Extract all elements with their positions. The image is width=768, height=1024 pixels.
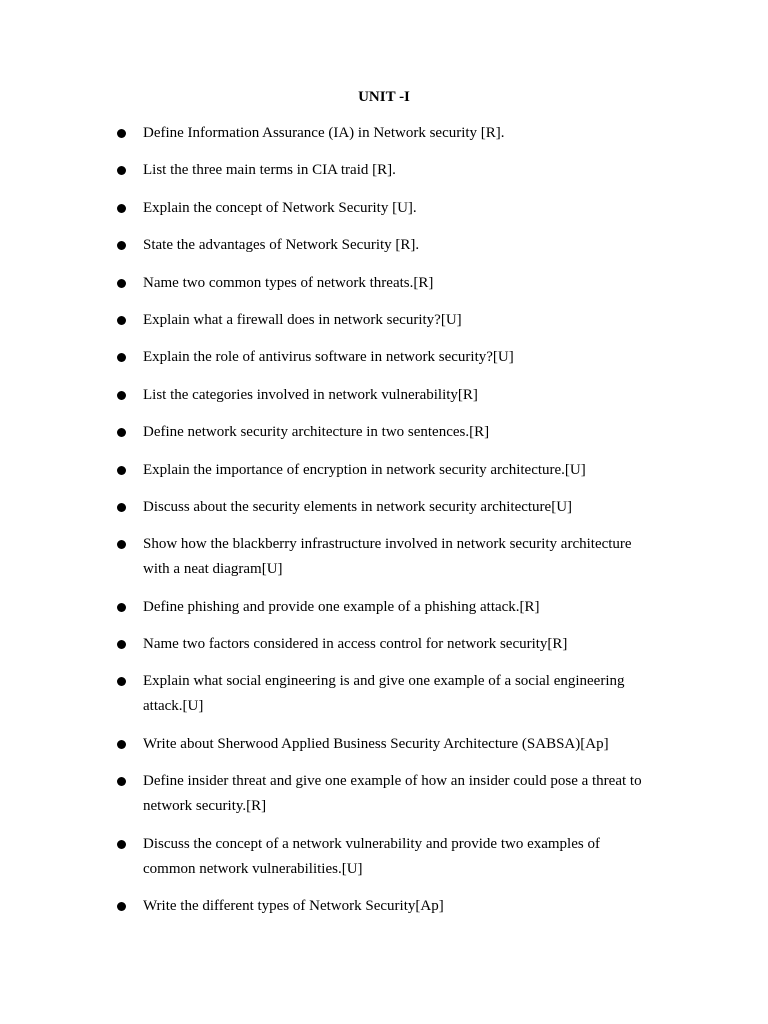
question-text: List the categories involved in network vulnerability[R] [143, 386, 478, 403]
question-item [0, 669, 653, 719]
bullet-icon [117, 603, 126, 612]
question-item [0, 832, 653, 882]
question-item [0, 196, 653, 221]
question-text: Explain what a firewall does in network security?[U] [143, 311, 462, 328]
bullet-icon [117, 166, 126, 175]
question-item [0, 595, 653, 620]
bullet-icon [117, 204, 126, 213]
question-item [0, 345, 653, 370]
bullet-icon [117, 503, 126, 512]
question-item [0, 158, 653, 183]
bullet-icon [117, 428, 126, 437]
bullet-icon [117, 129, 126, 138]
bullet-icon [117, 640, 126, 649]
bullet-icon [117, 391, 126, 400]
bullet-icon [117, 279, 126, 288]
bullet-icon [117, 540, 126, 549]
question-text: Define phishing and provide one example of a phishing attack.[R] [143, 598, 540, 615]
question-item [0, 308, 653, 333]
question-text: Explain the concept of Network Security [U]. [143, 199, 417, 216]
bullet-icon [117, 740, 126, 749]
question-item [0, 732, 653, 757]
question-item [0, 632, 653, 657]
bullet-icon [117, 466, 126, 475]
question-text: Explain the importance of encryption in network security architecture.[U] [143, 461, 586, 478]
question-text: Write about Sherwood Applied Business Security Architecture (SABSA)[Ap] [143, 735, 609, 752]
question-item [0, 532, 653, 582]
question-text: Define network security architecture in two sentences.[R] [143, 424, 490, 441]
bullet-icon [117, 316, 126, 325]
question-list [0, 121, 768, 931]
question-text: Name two common types of network threats.[R] [143, 274, 434, 291]
question-text: Show how the blackberry infrastructure involved in network security architecture with a neat diagram[U] [143, 536, 632, 578]
bullet-icon [117, 677, 126, 686]
question-item [0, 420, 653, 445]
question-item [0, 769, 653, 819]
bullet-icon [117, 902, 126, 911]
question-item [0, 458, 653, 483]
bullet-icon [117, 241, 126, 250]
bullet-icon [117, 353, 126, 362]
question-text: Explain what social engineering is and give one example of a social engineering attack.[U] [143, 673, 625, 715]
question-item [0, 495, 653, 520]
question-item [0, 233, 653, 258]
question-text: List the three main terms in CIA traid [R]. [143, 162, 396, 179]
unit-title: UNIT -I [358, 89, 410, 105]
question-item [0, 383, 653, 408]
question-item [0, 894, 653, 919]
bullet-icon [117, 777, 126, 786]
question-text: Define Information Assurance (IA) in Network security [R]. [143, 125, 505, 141]
question-item [0, 121, 653, 146]
question-text: Explain the role of antivirus software in network security?[U] [143, 349, 514, 366]
question-text: State the advantages of Network Security [R]. [143, 237, 420, 254]
question-text: Name two factors considered in access control for network security[R] [143, 636, 568, 653]
question-text: Write the different types of Network Security[Ap] [143, 898, 444, 915]
question-text: Discuss about the security elements in network security architecture[U] [143, 498, 573, 515]
question-text: Define insider threat and give one example of how an insider could pose a threat to network security.[R] [143, 773, 642, 815]
bullet-icon [117, 840, 126, 849]
question-item [0, 271, 653, 296]
question-text: Discuss the concept of a network vulnerability and provide two examples of common network vulnerabilities.[U] [143, 835, 600, 877]
